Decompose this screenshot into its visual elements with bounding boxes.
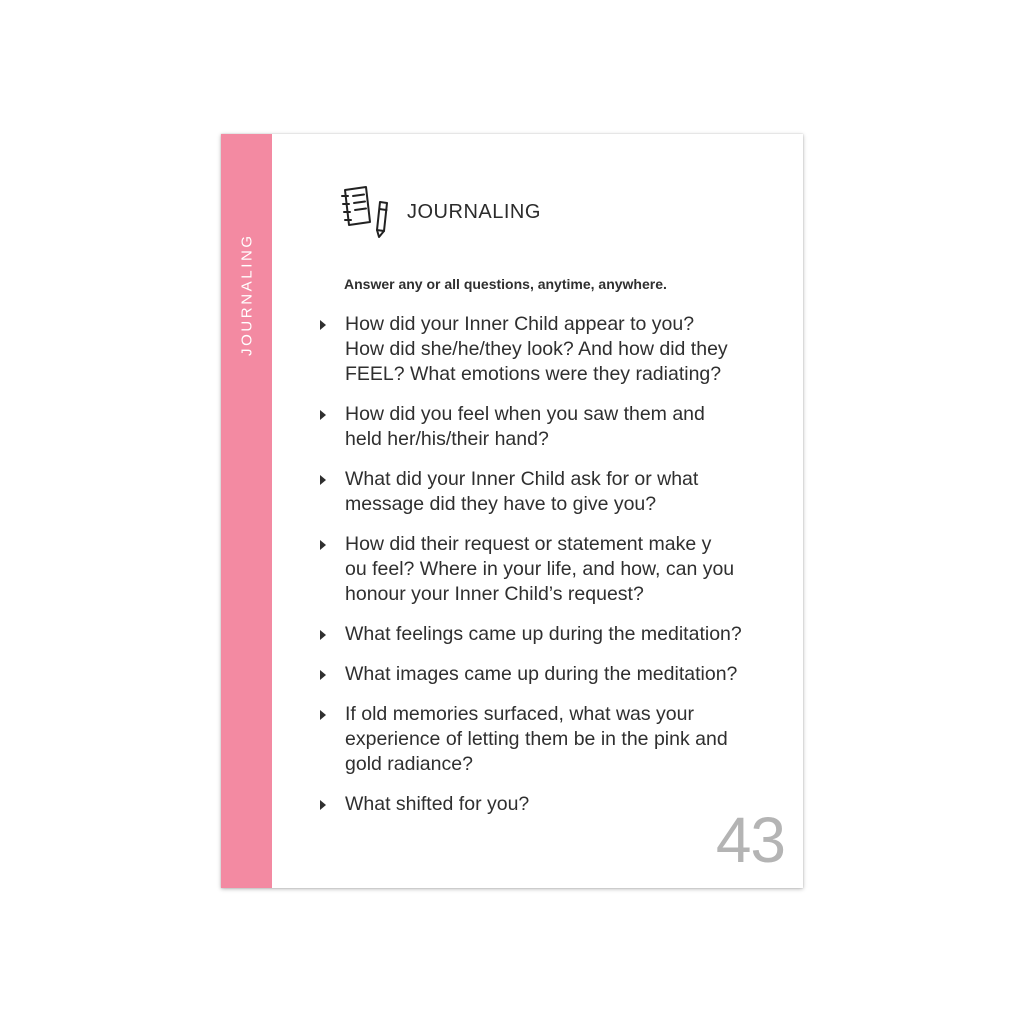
list-item (317, 532, 787, 607)
question-line: What feelings came up during the meditation? (345, 623, 742, 645)
question-line: What shifted for you? (345, 793, 530, 815)
list-item (317, 312, 787, 387)
question-line: How did their request or statement make y (345, 533, 712, 555)
list-item (317, 402, 787, 452)
triangle-bullet-icon (320, 670, 326, 680)
question-line: If old memories surfaced, what was your (345, 703, 694, 725)
question-list (317, 312, 787, 832)
notebook-pencil-icon (339, 184, 397, 244)
list-item (317, 467, 787, 517)
list-item (317, 702, 787, 777)
question-line: message did they have to give you? (345, 493, 657, 515)
question-line: gold radiance? (345, 753, 473, 775)
triangle-bullet-icon (320, 475, 326, 485)
heading-title: JOURNALING (407, 200, 541, 223)
question-line: FEEL? What emotions were they radiating? (345, 363, 722, 385)
question-line: honour your Inner Child’s request? (345, 583, 644, 605)
triangle-bullet-icon (320, 320, 326, 330)
side-tab (221, 134, 272, 888)
side-tab-label: JOURNALING (238, 233, 256, 356)
page-number: 43 (715, 804, 785, 876)
triangle-bullet-icon (320, 710, 326, 720)
section-heading (339, 184, 541, 244)
question-line: experience of letting them be in the pink and (345, 728, 728, 750)
list-item (317, 662, 787, 687)
triangle-bullet-icon (320, 630, 326, 640)
journal-page (221, 134, 803, 888)
question-line: What did your Inner Child ask for or what (345, 468, 699, 490)
list-item (317, 622, 787, 647)
intro-text: Answer any or all questions, anytime, anywhere. (344, 276, 667, 292)
question-line: How did she/he/they look? And how did they (345, 338, 728, 360)
question-line: How did your Inner Child appear to you? (345, 313, 695, 335)
triangle-bullet-icon (320, 540, 326, 550)
question-line: held her/his/their hand? (345, 428, 549, 450)
question-line: How did you feel when you saw them and (345, 403, 705, 425)
question-line: What images came up during the meditation? (345, 663, 738, 685)
triangle-bullet-icon (320, 800, 326, 810)
question-line: ou feel? Where in your life, and how, can you (345, 558, 735, 580)
triangle-bullet-icon (320, 410, 326, 420)
